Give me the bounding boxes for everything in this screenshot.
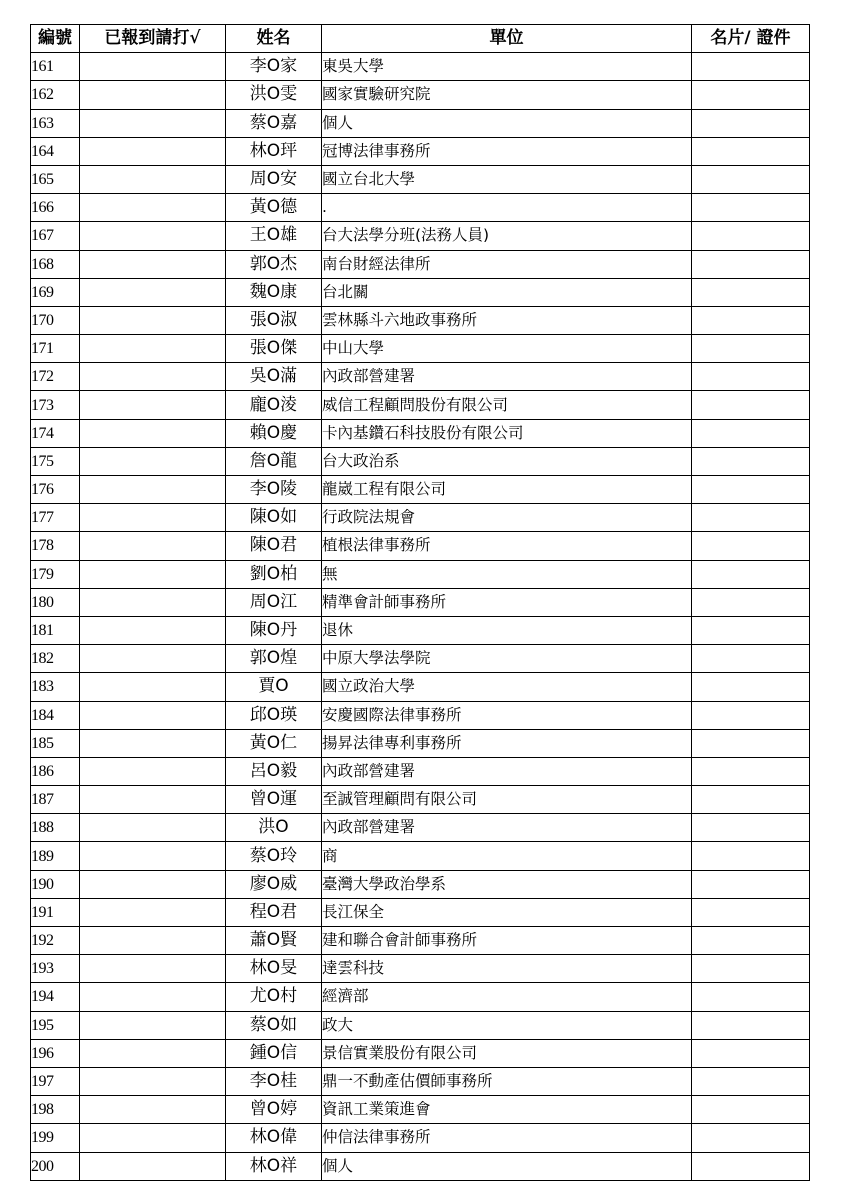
table-row [31, 588, 810, 616]
attendee-unit: 個人 [322, 1152, 692, 1180]
checkin-cell[interactable] [80, 814, 226, 842]
attendee-name: 蔡O玲 [226, 842, 322, 870]
checkin-cell[interactable] [80, 1067, 226, 1095]
table-row [31, 842, 810, 870]
row-number: 166 [31, 194, 80, 222]
card-cell [692, 419, 810, 447]
attendee-name: 郭O杰 [226, 250, 322, 278]
card-cell [692, 504, 810, 532]
checkin-cell[interactable] [80, 532, 226, 560]
checkin-cell[interactable] [80, 137, 226, 165]
attendee-name: 林O祥 [226, 1152, 322, 1180]
table-row [31, 1011, 810, 1039]
table-row [31, 955, 810, 983]
card-cell [692, 560, 810, 588]
row-number: 170 [31, 306, 80, 334]
row-number: 168 [31, 250, 80, 278]
attendee-unit: 東吳大學 [322, 53, 692, 81]
row-number: 171 [31, 335, 80, 363]
checkin-cell[interactable] [80, 1011, 226, 1039]
attendee-unit: . [322, 194, 692, 222]
attendee-unit: 國立台北大學 [322, 165, 692, 193]
attendee-unit: 植根法律事務所 [322, 532, 692, 560]
attendee-unit: 中原大學法學院 [322, 645, 692, 673]
table-row [31, 222, 810, 250]
card-cell [692, 1011, 810, 1039]
checkin-cell[interactable] [80, 447, 226, 475]
checkin-cell[interactable] [80, 1124, 226, 1152]
attendee-unit: 經濟部 [322, 983, 692, 1011]
attendee-name: 曾O婷 [226, 1096, 322, 1124]
attendee-name: 魏O康 [226, 278, 322, 306]
header-checkin: 已報到請打√ [80, 25, 226, 53]
table-row [31, 81, 810, 109]
attendee-name: 周O安 [226, 165, 322, 193]
attendee-name: 廖O威 [226, 870, 322, 898]
card-cell [692, 306, 810, 334]
attendee-unit: 國家實驗研究院 [322, 81, 692, 109]
table-row [31, 814, 810, 842]
attendee-name: 林O玶 [226, 137, 322, 165]
checkin-cell[interactable] [80, 870, 226, 898]
checkin-cell[interactable] [80, 927, 226, 955]
card-cell [692, 870, 810, 898]
card-cell [692, 729, 810, 757]
card-cell [692, 898, 810, 926]
row-number: 175 [31, 447, 80, 475]
table-row [31, 137, 810, 165]
table-row [31, 1152, 810, 1180]
checkin-cell[interactable] [80, 222, 226, 250]
checkin-cell[interactable] [80, 165, 226, 193]
card-cell [692, 194, 810, 222]
table-row [31, 1039, 810, 1067]
checkin-cell[interactable] [80, 1152, 226, 1180]
card-cell [692, 588, 810, 616]
attendee-unit: 鼎一不動產估價師事務所 [322, 1067, 692, 1095]
table-row [31, 927, 810, 955]
table-row [31, 560, 810, 588]
table-row [31, 757, 810, 785]
row-number: 181 [31, 616, 80, 644]
attendee-name: 張O傑 [226, 335, 322, 363]
attendee-name: 詹O龍 [226, 447, 322, 475]
table-row [31, 729, 810, 757]
attendee-name: 陳O君 [226, 532, 322, 560]
attendee-name: 張O淑 [226, 306, 322, 334]
attendee-name: 曾O運 [226, 786, 322, 814]
attendee-unit: 無 [322, 560, 692, 588]
checkin-cell[interactable] [80, 53, 226, 81]
attendee-name: 李O陵 [226, 476, 322, 504]
checkin-cell[interactable] [80, 983, 226, 1011]
attendee-name: 賈O [226, 673, 322, 701]
row-number: 161 [31, 53, 80, 81]
attendee-name: 蕭O賢 [226, 927, 322, 955]
attendee-unit: 台大法學分班(法務人員) [322, 222, 692, 250]
attendee-name: 賴O慶 [226, 419, 322, 447]
card-cell [692, 335, 810, 363]
card-cell [692, 983, 810, 1011]
attendee-unit: 台北關 [322, 278, 692, 306]
row-number: 177 [31, 504, 80, 532]
attendee-name: 郭O煌 [226, 645, 322, 673]
attendee-name: 王O雄 [226, 222, 322, 250]
row-number: 196 [31, 1039, 80, 1067]
table-row [31, 645, 810, 673]
checkin-cell[interactable] [80, 109, 226, 137]
attendee-name: 李O家 [226, 53, 322, 81]
row-number: 192 [31, 927, 80, 955]
checkin-cell[interactable] [80, 476, 226, 504]
card-cell [692, 278, 810, 306]
attendee-name: 林O旻 [226, 955, 322, 983]
header-card: 名片/ 證件 [692, 25, 810, 53]
row-number: 189 [31, 842, 80, 870]
attendee-name: 李O桂 [226, 1067, 322, 1095]
attendee-name: 洪O [226, 814, 322, 842]
attendee-name: 尤O村 [226, 983, 322, 1011]
attendee-unit: 內政部營建署 [322, 814, 692, 842]
card-cell [692, 391, 810, 419]
row-number: 187 [31, 786, 80, 814]
attendee-unit: 行政院法規會 [322, 504, 692, 532]
attendee-unit: 資訊工業策進會 [322, 1096, 692, 1124]
table-row [31, 391, 810, 419]
attendee-name: 陳O如 [226, 504, 322, 532]
card-cell [692, 137, 810, 165]
table-row [31, 870, 810, 898]
checkin-cell[interactable] [80, 645, 226, 673]
card-cell [692, 1152, 810, 1180]
table-row [31, 616, 810, 644]
table-row [31, 786, 810, 814]
checkin-cell[interactable] [80, 955, 226, 983]
attendee-name: 劉O柏 [226, 560, 322, 588]
table-row [31, 363, 810, 391]
row-number: 162 [31, 81, 80, 109]
card-cell [692, 814, 810, 842]
attendee-unit: 卡內基鑽石科技股份有限公司 [322, 419, 692, 447]
card-cell [692, 447, 810, 475]
row-number: 167 [31, 222, 80, 250]
card-cell [692, 616, 810, 644]
attendee-unit: 臺灣大學政治學系 [322, 870, 692, 898]
attendee-name: 邱O瑛 [226, 701, 322, 729]
checkin-cell[interactable] [80, 363, 226, 391]
checkin-cell[interactable] [80, 842, 226, 870]
table-row [31, 1096, 810, 1124]
row-number: 172 [31, 363, 80, 391]
attendee-unit: 退休 [322, 616, 692, 644]
row-number: 198 [31, 1096, 80, 1124]
table-row [31, 194, 810, 222]
card-cell [692, 927, 810, 955]
attendee-name: 周O江 [226, 588, 322, 616]
row-number: 193 [31, 955, 80, 983]
attendee-unit: 雲林縣斗六地政事務所 [322, 306, 692, 334]
attendance-sheet [30, 24, 810, 1181]
table-row [31, 335, 810, 363]
card-cell [692, 1067, 810, 1095]
table-row [31, 447, 810, 475]
row-number: 185 [31, 729, 80, 757]
checkin-cell[interactable] [80, 335, 226, 363]
attendee-unit: 龍崴工程有限公司 [322, 476, 692, 504]
card-cell [692, 250, 810, 278]
table-row [31, 673, 810, 701]
row-number: 173 [31, 391, 80, 419]
table-row [31, 983, 810, 1011]
header-number: 編號 [31, 25, 80, 53]
attendance-table [30, 24, 810, 1181]
checkin-cell[interactable] [80, 588, 226, 616]
card-cell [692, 81, 810, 109]
card-cell [692, 165, 810, 193]
card-cell [692, 673, 810, 701]
checkin-cell[interactable] [80, 729, 226, 757]
row-number: 182 [31, 645, 80, 673]
card-cell [692, 786, 810, 814]
row-number: 163 [31, 109, 80, 137]
row-number: 165 [31, 165, 80, 193]
card-cell [692, 645, 810, 673]
card-cell [692, 476, 810, 504]
row-number: 176 [31, 476, 80, 504]
card-cell [692, 757, 810, 785]
card-cell [692, 222, 810, 250]
header-row [31, 25, 810, 53]
checkin-cell[interactable] [80, 1096, 226, 1124]
table-row [31, 1124, 810, 1152]
row-number: 188 [31, 814, 80, 842]
checkin-cell[interactable] [80, 391, 226, 419]
attendee-name: 蔡O如 [226, 1011, 322, 1039]
card-cell [692, 363, 810, 391]
header-unit: 單位 [322, 25, 692, 53]
row-number: 186 [31, 757, 80, 785]
attendee-unit: 國立政治大學 [322, 673, 692, 701]
checkin-cell[interactable] [80, 194, 226, 222]
row-number: 199 [31, 1124, 80, 1152]
table-row [31, 898, 810, 926]
attendee-unit: 南台財經法律所 [322, 250, 692, 278]
checkin-cell[interactable] [80, 278, 226, 306]
attendee-unit: 政大 [322, 1011, 692, 1039]
checkin-cell[interactable] [80, 250, 226, 278]
table-row [31, 476, 810, 504]
attendee-unit: 冠博法律事務所 [322, 137, 692, 165]
attendee-name: 鍾O信 [226, 1039, 322, 1067]
row-number: 180 [31, 588, 80, 616]
attendee-unit: 精準會計師事務所 [322, 588, 692, 616]
attendee-name: 程O君 [226, 898, 322, 926]
checkin-cell[interactable] [80, 786, 226, 814]
row-number: 195 [31, 1011, 80, 1039]
attendee-unit: 長江保全 [322, 898, 692, 926]
row-number: 191 [31, 898, 80, 926]
attendee-unit: 安慶國際法律事務所 [322, 701, 692, 729]
attendee-unit: 景信實業股份有限公司 [322, 1039, 692, 1067]
row-number: 174 [31, 419, 80, 447]
checkin-cell[interactable] [80, 898, 226, 926]
attendee-name: 蔡O嘉 [226, 109, 322, 137]
card-cell [692, 53, 810, 81]
attendee-unit: 台大政治系 [322, 447, 692, 475]
card-cell [692, 1039, 810, 1067]
card-cell [692, 1096, 810, 1124]
attendee-name: 黃O德 [226, 194, 322, 222]
card-cell [692, 701, 810, 729]
row-number: 164 [31, 137, 80, 165]
attendee-name: 吳O滿 [226, 363, 322, 391]
table-row [31, 53, 810, 81]
row-number: 200 [31, 1152, 80, 1180]
attendee-name: 陳O丹 [226, 616, 322, 644]
checkin-cell[interactable] [80, 419, 226, 447]
card-cell [692, 109, 810, 137]
attendee-unit: 內政部營建署 [322, 363, 692, 391]
attendee-unit: 仲信法律事務所 [322, 1124, 692, 1152]
table-row [31, 419, 810, 447]
table-row [31, 701, 810, 729]
checkin-cell[interactable] [80, 616, 226, 644]
row-number: 178 [31, 532, 80, 560]
checkin-cell[interactable] [80, 306, 226, 334]
checkin-cell[interactable] [80, 560, 226, 588]
row-number: 184 [31, 701, 80, 729]
header-name: 姓名 [226, 25, 322, 53]
checkin-cell[interactable] [80, 757, 226, 785]
card-cell [692, 1124, 810, 1152]
row-number: 190 [31, 870, 80, 898]
attendee-unit: 達雲科技 [322, 955, 692, 983]
row-number: 169 [31, 278, 80, 306]
attendee-name: 呂O毅 [226, 757, 322, 785]
table-row [31, 532, 810, 560]
row-number: 183 [31, 673, 80, 701]
table-row [31, 306, 810, 334]
card-cell [692, 955, 810, 983]
table-row [31, 504, 810, 532]
checkin-cell[interactable] [80, 81, 226, 109]
attendee-unit: 個人 [322, 109, 692, 137]
attendee-name: 林O偉 [226, 1124, 322, 1152]
checkin-cell[interactable] [80, 701, 226, 729]
attendee-unit: 內政部營建署 [322, 757, 692, 785]
attendee-name: 黃O仁 [226, 729, 322, 757]
table-row [31, 165, 810, 193]
card-cell [692, 532, 810, 560]
row-number: 179 [31, 560, 80, 588]
attendee-unit: 建和聯合會計師事務所 [322, 927, 692, 955]
attendee-unit: 至誠管理顧問有限公司 [322, 786, 692, 814]
checkin-cell[interactable] [80, 673, 226, 701]
table-row [31, 250, 810, 278]
checkin-cell[interactable] [80, 504, 226, 532]
checkin-cell[interactable] [80, 1039, 226, 1067]
attendee-name: 洪O雯 [226, 81, 322, 109]
attendee-unit: 威信工程顧問股份有限公司 [322, 391, 692, 419]
table-row [31, 278, 810, 306]
attendee-unit: 揚昇法律專利事務所 [322, 729, 692, 757]
table-row [31, 109, 810, 137]
attendee-unit: 中山大學 [322, 335, 692, 363]
attendee-unit: 商 [322, 842, 692, 870]
row-number: 194 [31, 983, 80, 1011]
table-row [31, 1067, 810, 1095]
row-number: 197 [31, 1067, 80, 1095]
attendee-name: 龐O淩 [226, 391, 322, 419]
card-cell [692, 842, 810, 870]
